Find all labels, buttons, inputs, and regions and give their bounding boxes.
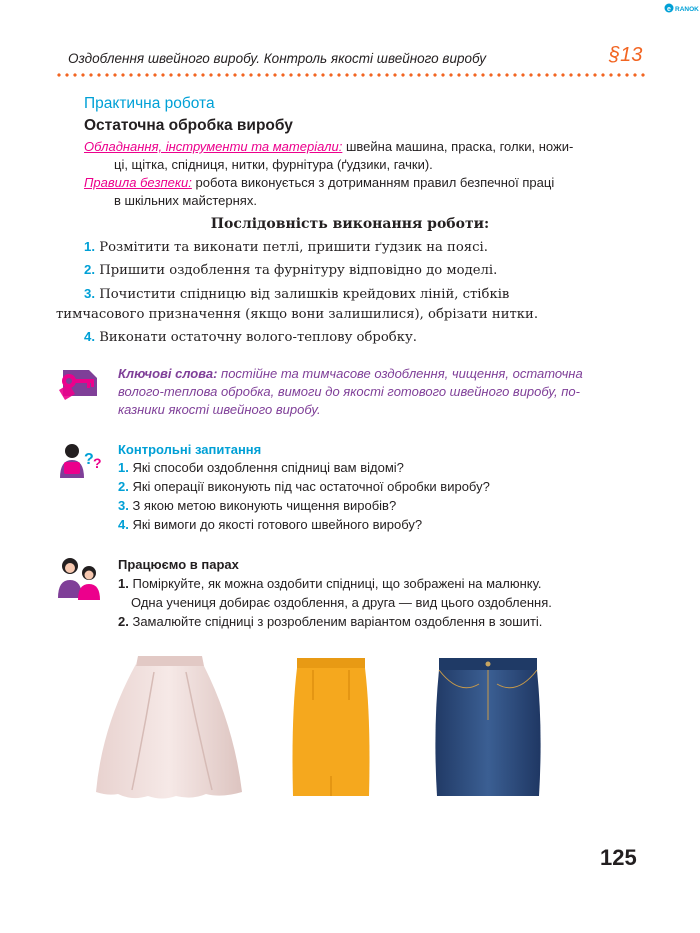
- equipment-text: швейна машина, праска, голки, ножи-: [342, 139, 574, 154]
- safety-label: Правила безпеки:: [84, 175, 192, 190]
- question-text: Які вимоги до якості готового швейного виробу?: [132, 517, 423, 532]
- step-text: Пришити оздоблення та фурнітуру відповідно до моделі.: [99, 263, 498, 278]
- step-number: 1.: [84, 239, 95, 254]
- step-text: Розмітити та виконати петлі, пришити ґудзик на поясі.: [99, 240, 488, 255]
- chapter-header-title: Оздоблення швейного виробу. Контроль якості швейного виробу: [68, 51, 487, 66]
- pairs-task-1: [118, 574, 541, 593]
- keywords-text: постійне та тимчасове оздоблення, чищення, остаточна: [217, 366, 583, 381]
- section-number: §13: [609, 44, 643, 66]
- question-2: [118, 477, 490, 496]
- question-1: [118, 458, 404, 477]
- denim-skirt-image: [433, 656, 543, 800]
- keywords-text-line2: волого-теплова обробка, вимоги до якості готового швейного виробу, по-: [118, 384, 580, 399]
- svg-text:?: ?: [93, 455, 102, 471]
- svg-text:RANOK: RANOK: [675, 6, 699, 13]
- question-number: 4.: [118, 517, 129, 532]
- publisher-logo-icon: [664, 2, 699, 14]
- step-number: 4.: [84, 329, 95, 344]
- pink-flared-skirt-image: [96, 652, 244, 802]
- question-text: Які способи оздоблення спідниці вам відомі?: [132, 460, 404, 475]
- equipment-text-cont: ці, щітка, спідниця, нитки, фурнітура (ґудзики, гачки).: [114, 157, 433, 172]
- equipment-paragraph: [84, 138, 604, 174]
- yellow-pencil-skirt-image: [289, 656, 373, 798]
- keywords-block: [118, 365, 598, 419]
- safety-text: робота виконується з дотриманням правил безпечної праці: [191, 175, 555, 190]
- step-text: Почистити спідницю від залишків крейдових ліній, стібків: [99, 287, 510, 302]
- safety-text-cont: в шкільних майстернях.: [114, 193, 257, 208]
- step-number: 3.: [84, 286, 95, 301]
- step-text: Виконати остаточну волого-теплову обробку.: [99, 330, 417, 345]
- step-number: 2.: [84, 262, 95, 277]
- step-1: [84, 236, 488, 259]
- questions-heading: Контрольні запитання: [118, 442, 262, 457]
- question-number: 1.: [118, 460, 129, 475]
- question-text: Які операції виконують під час остаточної обробки виробу?: [132, 479, 490, 494]
- step-3-cont: тимчасового призначення (якщо вони залишилися), обрізати нитки.: [56, 307, 539, 322]
- practical-work-subtitle: Остаточна обробка виробу: [84, 117, 293, 134]
- task-text: Замалюйте спідниці з розробленим варіантом оздоблення в зошиті.: [132, 614, 543, 629]
- thinking-person-icon: [56, 442, 106, 480]
- keywords-label: Ключові слова:: [118, 366, 218, 381]
- sequence-heading: Послідовність виконання роботи:: [210, 216, 490, 232]
- question-number: 3.: [118, 498, 129, 513]
- safety-paragraph: [84, 174, 604, 210]
- step-4: [84, 326, 417, 349]
- question-number: 2.: [118, 479, 129, 494]
- question-3: [118, 496, 396, 515]
- svg-text:e: e: [667, 6, 671, 13]
- question-4: [118, 515, 422, 534]
- question-text: З якою метою виконують чищення виробів?: [132, 498, 397, 513]
- header-divider: [55, 73, 645, 77]
- task-number: 1.: [118, 576, 129, 591]
- pairs-task-2: [118, 612, 542, 631]
- practical-work-title: Практична робота: [84, 95, 215, 112]
- keywords-text-line3: казники якості швейного виробу.: [118, 402, 321, 417]
- page-number: 125: [600, 845, 637, 870]
- task-number: 2.: [118, 614, 129, 629]
- step-2: [84, 259, 497, 282]
- step-3: [84, 283, 509, 306]
- pairs-task-1-cont: Одна учениця добирає оздоблення, а друга — вид цього оздоблення.: [131, 595, 552, 610]
- pairs-heading: Працюємо в парах: [118, 557, 239, 572]
- key-icon: [55, 366, 105, 402]
- pair-work-icon: [56, 556, 104, 600]
- svg-text:?: ?: [84, 451, 94, 468]
- task-text: Поміркуйте, як можна оздобити спідниці, що зображені на малюнку.: [132, 576, 542, 591]
- equipment-label: Обладнання, інструменти та матеріали:: [84, 139, 343, 154]
